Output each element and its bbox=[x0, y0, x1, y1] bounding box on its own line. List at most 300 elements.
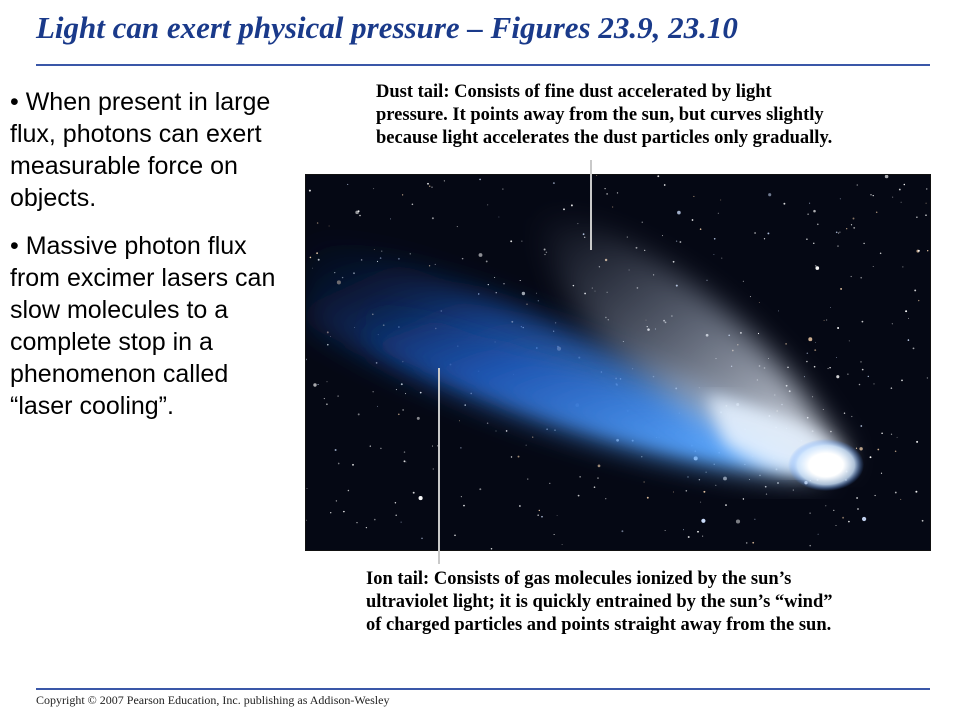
footer-divider bbox=[36, 688, 930, 690]
star bbox=[877, 449, 879, 451]
slide-title: Light can exert physical pressure – Figures 23.9, 23.10 bbox=[36, 10, 738, 45]
star bbox=[693, 196, 694, 197]
star bbox=[479, 488, 481, 490]
dust-tail-text: pressure. It points away from the sun, but curves slightly bbox=[376, 105, 824, 125]
star bbox=[366, 527, 367, 528]
star bbox=[876, 211, 878, 213]
star bbox=[395, 514, 397, 516]
star bbox=[377, 406, 378, 407]
star bbox=[899, 189, 901, 191]
star bbox=[647, 497, 649, 499]
star bbox=[621, 530, 623, 532]
ion-tail-text: of charged particles and points straight away from the sun. bbox=[366, 615, 832, 635]
star bbox=[521, 241, 522, 242]
star bbox=[546, 428, 548, 430]
star bbox=[891, 387, 893, 389]
star bbox=[657, 175, 659, 177]
star bbox=[327, 344, 329, 346]
star bbox=[764, 238, 765, 239]
star bbox=[851, 416, 852, 417]
star bbox=[824, 320, 825, 321]
star bbox=[827, 368, 828, 369]
star bbox=[427, 183, 429, 185]
star bbox=[549, 483, 550, 484]
star bbox=[926, 203, 927, 204]
star bbox=[687, 476, 688, 477]
star bbox=[812, 396, 813, 397]
star bbox=[404, 451, 405, 452]
star bbox=[688, 536, 690, 538]
star bbox=[598, 465, 601, 468]
star bbox=[699, 479, 700, 480]
star bbox=[486, 260, 488, 262]
star bbox=[522, 292, 525, 295]
ion-tail-text: ultraviolet light; it is quickly entrained by the sun’s “wind” bbox=[366, 592, 833, 612]
star bbox=[767, 232, 769, 234]
star bbox=[417, 417, 420, 420]
star bbox=[396, 389, 397, 390]
star bbox=[402, 409, 403, 410]
star bbox=[838, 233, 839, 234]
star bbox=[714, 238, 716, 240]
star bbox=[536, 293, 537, 294]
star bbox=[862, 321, 864, 323]
star bbox=[804, 376, 805, 377]
comet-nucleus bbox=[788, 439, 864, 491]
star bbox=[856, 497, 858, 499]
star bbox=[398, 258, 400, 260]
copyright-footer: Copyright © 2007 Pearson Education, Inc. publishing as Addison-Wesley bbox=[36, 693, 390, 707]
star bbox=[856, 448, 857, 449]
star bbox=[401, 522, 402, 523]
star bbox=[506, 430, 508, 432]
star bbox=[376, 362, 378, 364]
star bbox=[356, 522, 357, 523]
star bbox=[754, 232, 756, 234]
star bbox=[777, 482, 779, 484]
star bbox=[644, 481, 645, 482]
star bbox=[837, 245, 838, 246]
star bbox=[673, 261, 675, 263]
star bbox=[496, 292, 497, 293]
star bbox=[597, 477, 598, 478]
star bbox=[444, 180, 445, 181]
star bbox=[327, 381, 328, 382]
star bbox=[374, 519, 376, 521]
star bbox=[870, 194, 871, 195]
star bbox=[759, 302, 760, 303]
star bbox=[479, 179, 481, 181]
star bbox=[859, 384, 861, 386]
star bbox=[662, 235, 663, 236]
star bbox=[815, 342, 816, 343]
star bbox=[848, 521, 850, 523]
star bbox=[853, 227, 855, 229]
star bbox=[713, 254, 714, 255]
star bbox=[862, 369, 864, 371]
dust-tail-label: Dust tail: bbox=[376, 82, 450, 102]
star bbox=[605, 498, 606, 499]
star bbox=[381, 251, 382, 252]
star bbox=[707, 280, 708, 281]
star bbox=[460, 447, 461, 448]
star bbox=[432, 217, 434, 219]
star bbox=[806, 361, 808, 363]
star bbox=[402, 194, 403, 195]
star bbox=[454, 534, 456, 536]
star bbox=[499, 217, 500, 218]
star bbox=[324, 398, 325, 399]
star bbox=[892, 323, 893, 324]
star bbox=[502, 189, 503, 190]
star bbox=[518, 456, 520, 458]
star bbox=[673, 492, 674, 493]
star bbox=[830, 431, 832, 433]
star bbox=[813, 243, 814, 244]
star bbox=[901, 380, 903, 382]
star bbox=[723, 477, 727, 481]
star bbox=[461, 496, 462, 497]
star bbox=[793, 490, 794, 491]
star bbox=[785, 343, 787, 345]
bullet-list bbox=[10, 86, 280, 438]
star bbox=[479, 253, 483, 257]
star bbox=[759, 475, 761, 477]
star bbox=[870, 456, 872, 458]
star bbox=[881, 473, 882, 474]
star bbox=[814, 366, 816, 368]
star bbox=[412, 204, 414, 206]
star bbox=[431, 186, 432, 187]
star bbox=[318, 384, 319, 385]
star bbox=[432, 446, 433, 447]
star bbox=[459, 420, 460, 421]
star bbox=[844, 412, 845, 413]
star bbox=[833, 510, 834, 511]
star bbox=[410, 253, 411, 254]
star bbox=[768, 193, 771, 196]
star bbox=[895, 492, 897, 494]
star bbox=[546, 252, 547, 253]
star bbox=[491, 548, 493, 550]
star bbox=[926, 188, 927, 189]
star bbox=[743, 281, 744, 282]
star bbox=[814, 349, 816, 351]
star bbox=[335, 449, 337, 451]
star bbox=[526, 445, 527, 446]
star bbox=[860, 277, 862, 279]
star bbox=[557, 515, 558, 516]
star bbox=[849, 340, 850, 341]
star bbox=[891, 434, 892, 435]
star bbox=[421, 538, 422, 539]
star bbox=[326, 403, 328, 405]
star bbox=[401, 383, 403, 385]
star bbox=[336, 500, 337, 501]
star bbox=[808, 337, 812, 341]
star bbox=[617, 192, 618, 193]
star bbox=[330, 512, 331, 513]
star bbox=[875, 495, 876, 496]
star bbox=[914, 289, 916, 291]
star bbox=[665, 530, 666, 531]
star bbox=[892, 197, 893, 198]
bullet-item: • Massive photon flux from excimer lasers can slow molecules to a complete stop in a phenomenon called “laser cooling”. bbox=[10, 232, 276, 420]
star bbox=[373, 188, 374, 189]
star bbox=[429, 185, 430, 186]
star bbox=[496, 431, 497, 432]
star bbox=[676, 241, 677, 242]
star bbox=[555, 322, 556, 323]
star bbox=[839, 231, 840, 232]
star bbox=[532, 436, 533, 437]
star bbox=[807, 214, 808, 215]
star bbox=[706, 472, 707, 473]
star bbox=[544, 254, 545, 255]
star bbox=[612, 207, 613, 208]
star bbox=[859, 447, 862, 450]
dust-tail-text: because light accelerates the dust particles only gradually. bbox=[376, 128, 833, 148]
star bbox=[860, 425, 862, 427]
star bbox=[901, 202, 902, 203]
star bbox=[380, 448, 382, 450]
star bbox=[823, 409, 824, 410]
star bbox=[317, 222, 319, 224]
star bbox=[511, 456, 512, 457]
star bbox=[895, 451, 897, 453]
star bbox=[758, 333, 759, 334]
star bbox=[309, 190, 311, 192]
star bbox=[851, 224, 852, 225]
star bbox=[836, 525, 837, 526]
star bbox=[398, 413, 400, 415]
star bbox=[720, 200, 721, 201]
star bbox=[429, 265, 430, 266]
star bbox=[337, 395, 338, 396]
star bbox=[679, 241, 681, 243]
star bbox=[902, 266, 903, 267]
star bbox=[464, 404, 465, 405]
star bbox=[809, 512, 810, 513]
star bbox=[862, 517, 866, 521]
star bbox=[905, 310, 907, 312]
star bbox=[644, 250, 645, 251]
star bbox=[718, 213, 719, 214]
star bbox=[837, 327, 839, 329]
dust-tail-pointer bbox=[590, 160, 592, 250]
star bbox=[700, 502, 701, 503]
star bbox=[463, 505, 465, 507]
star bbox=[817, 224, 819, 226]
star bbox=[736, 519, 740, 523]
star bbox=[343, 511, 344, 512]
star bbox=[900, 499, 901, 500]
star bbox=[913, 347, 915, 349]
star bbox=[554, 429, 555, 430]
ion-tail-label: Ion tail: bbox=[366, 569, 430, 589]
star bbox=[815, 266, 819, 270]
star bbox=[873, 195, 874, 196]
star bbox=[715, 485, 716, 486]
star bbox=[857, 508, 859, 510]
star bbox=[851, 276, 852, 277]
star bbox=[462, 258, 464, 260]
star bbox=[359, 215, 361, 217]
star bbox=[842, 517, 844, 519]
bullet-item: • When present in large flux, photons can exert measurable force on objects. bbox=[10, 88, 271, 212]
star bbox=[778, 310, 779, 311]
star bbox=[908, 318, 909, 319]
star bbox=[338, 463, 340, 465]
star bbox=[701, 519, 705, 523]
star bbox=[721, 258, 722, 259]
star bbox=[686, 490, 688, 492]
star bbox=[916, 216, 917, 217]
star bbox=[873, 266, 874, 267]
title-divider bbox=[36, 64, 930, 66]
star bbox=[703, 491, 705, 493]
star bbox=[358, 210, 360, 212]
star bbox=[840, 198, 841, 199]
star bbox=[830, 307, 831, 308]
star bbox=[813, 210, 816, 213]
star bbox=[395, 502, 396, 503]
star bbox=[510, 240, 512, 242]
star bbox=[433, 469, 434, 470]
star bbox=[390, 218, 391, 219]
star bbox=[697, 531, 699, 533]
star bbox=[352, 464, 354, 466]
ion-tail-text: Consists of gas molecules ionized by the sun’s bbox=[429, 569, 792, 589]
star bbox=[754, 519, 755, 520]
star bbox=[404, 460, 406, 462]
star bbox=[847, 373, 849, 375]
star bbox=[537, 514, 539, 516]
star bbox=[554, 534, 555, 535]
star bbox=[868, 376, 869, 377]
star bbox=[806, 238, 808, 240]
star bbox=[348, 490, 350, 492]
star bbox=[313, 383, 316, 386]
star bbox=[358, 413, 360, 415]
star bbox=[413, 492, 415, 494]
star bbox=[840, 288, 842, 290]
star bbox=[527, 479, 528, 480]
star bbox=[874, 383, 875, 384]
star bbox=[908, 339, 910, 341]
star bbox=[904, 184, 906, 186]
star bbox=[836, 231, 838, 233]
star bbox=[641, 456, 642, 457]
star bbox=[818, 534, 819, 535]
star bbox=[664, 184, 666, 186]
star bbox=[604, 188, 605, 189]
star bbox=[750, 296, 751, 297]
star bbox=[487, 204, 488, 205]
star bbox=[918, 250, 920, 252]
star bbox=[420, 392, 422, 394]
star bbox=[578, 495, 580, 497]
star bbox=[702, 536, 703, 537]
ion-tail-caption bbox=[366, 568, 833, 637]
star bbox=[846, 228, 847, 229]
star bbox=[829, 367, 830, 368]
star bbox=[743, 498, 744, 499]
star bbox=[826, 319, 827, 320]
star bbox=[538, 300, 539, 301]
star bbox=[405, 393, 406, 394]
star bbox=[683, 529, 684, 530]
star bbox=[880, 253, 882, 255]
star bbox=[373, 391, 374, 392]
star bbox=[916, 441, 918, 443]
star bbox=[809, 545, 811, 547]
star bbox=[494, 277, 495, 278]
star bbox=[836, 357, 837, 358]
star bbox=[347, 184, 348, 185]
star bbox=[503, 283, 504, 284]
star bbox=[692, 219, 694, 221]
star bbox=[329, 226, 330, 227]
star bbox=[927, 250, 928, 251]
star bbox=[457, 226, 458, 227]
dust-tail-text: Consists of fine dust accelerated by light bbox=[449, 82, 772, 102]
star bbox=[807, 352, 809, 354]
star bbox=[749, 479, 750, 480]
star bbox=[520, 280, 521, 281]
ion-tail-pointer bbox=[438, 368, 440, 564]
star bbox=[809, 203, 810, 204]
star bbox=[553, 182, 555, 184]
star bbox=[642, 222, 643, 223]
star bbox=[700, 228, 702, 230]
star bbox=[370, 445, 371, 446]
star bbox=[860, 361, 861, 362]
star bbox=[752, 542, 754, 544]
star bbox=[825, 505, 826, 506]
star bbox=[539, 510, 540, 511]
star bbox=[519, 505, 521, 507]
star bbox=[526, 303, 528, 305]
star bbox=[544, 249, 546, 251]
star bbox=[594, 486, 596, 488]
star bbox=[579, 476, 580, 477]
star bbox=[765, 486, 767, 488]
star bbox=[419, 496, 423, 500]
star bbox=[725, 504, 727, 506]
star bbox=[922, 520, 924, 522]
star bbox=[677, 211, 681, 215]
star bbox=[897, 437, 898, 438]
star bbox=[746, 542, 748, 544]
star bbox=[571, 204, 573, 206]
star bbox=[627, 237, 628, 238]
star bbox=[836, 375, 839, 378]
star bbox=[406, 462, 407, 463]
star bbox=[766, 493, 767, 494]
star bbox=[857, 184, 859, 186]
star bbox=[783, 203, 785, 205]
star bbox=[435, 264, 436, 265]
star bbox=[815, 265, 817, 267]
star bbox=[562, 544, 563, 545]
star bbox=[606, 193, 608, 195]
star bbox=[563, 208, 565, 210]
star bbox=[863, 243, 864, 244]
star bbox=[307, 488, 308, 489]
star bbox=[487, 422, 488, 423]
dust-tail-caption bbox=[376, 81, 832, 150]
